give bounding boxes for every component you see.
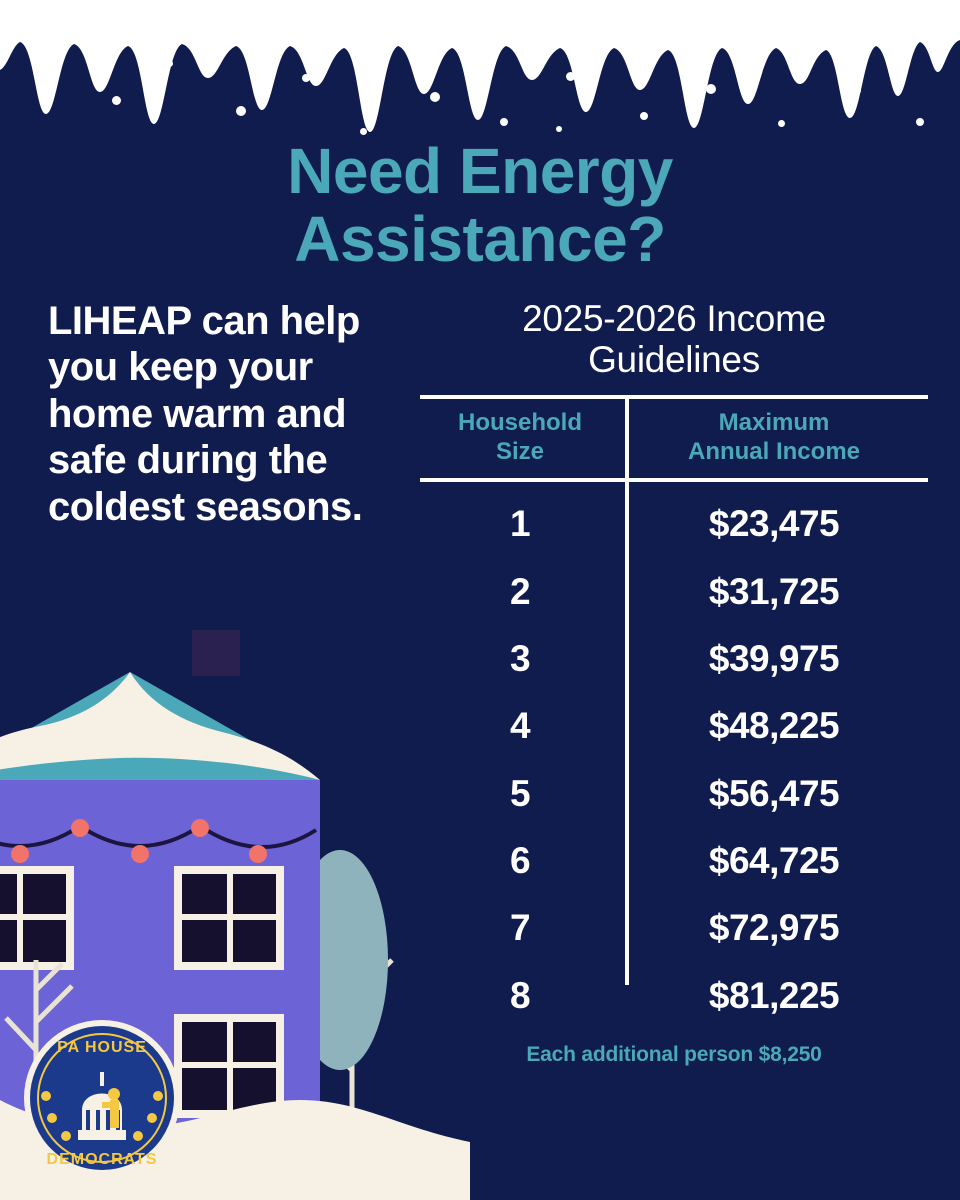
cell-household-size: 2 — [509, 570, 531, 612]
table-title-line-2: Guidelines — [588, 339, 760, 381]
table-column-divider — [625, 482, 629, 985]
cell-maximum-income: $72,975 — [708, 907, 840, 949]
cell-maximum-income: $39,975 — [708, 638, 840, 680]
maximum-income-line-2: Annual Income — [687, 437, 861, 465]
table-row — [420, 558, 928, 625]
snowflake-dot — [166, 60, 173, 67]
snowflake-dot — [916, 118, 924, 126]
snowflake-dot — [852, 86, 861, 95]
snowflake-dot — [500, 118, 508, 126]
icicle-band — [0, 0, 960, 150]
window-upper-left — [0, 866, 74, 970]
snowflake-dot — [706, 84, 716, 94]
window-upper-right — [174, 866, 284, 970]
table-row — [420, 625, 928, 692]
cell-maximum-income: $56,475 — [708, 772, 840, 814]
column-header-maximum-income — [620, 409, 928, 467]
description-text: LIHEAP can help you keep your home warm and safe during the coldest seasons. — [48, 299, 363, 529]
income-guidelines-table — [420, 298, 928, 1067]
headline-line-2: Assistance? — [294, 202, 666, 275]
cell-household-size: 1 — [509, 503, 531, 545]
cell-household-size: 6 — [509, 840, 531, 882]
snowflake-dot — [686, 40, 692, 46]
snowflake-dot — [566, 72, 575, 81]
logo-top-text: PA HOUSE — [57, 1039, 147, 1056]
table-footnote: Each additional person $8,250 — [526, 1043, 822, 1067]
string-light-bulb — [249, 845, 267, 863]
cell-household-size: 8 — [509, 974, 531, 1016]
snowflake-dot — [112, 96, 121, 105]
cell-household-size: 3 — [509, 638, 531, 680]
maximum-income-line-1: Maximum — [718, 408, 830, 436]
column-header-household-size — [420, 409, 620, 467]
table-title — [420, 298, 928, 381]
table-row — [420, 692, 928, 759]
cell-maximum-income: $64,725 — [708, 840, 840, 882]
string-light-bulb — [131, 845, 149, 863]
snowflake-dot — [556, 126, 562, 132]
table-row — [420, 962, 928, 1029]
household-size-line-2: Size — [495, 437, 545, 465]
snowflake-dot — [640, 112, 648, 120]
window-lower-center — [174, 1014, 284, 1118]
cell-household-size: 5 — [509, 772, 531, 814]
table-row — [420, 827, 928, 894]
table-title-line-1: 2025-2026 Income — [522, 298, 826, 339]
table-column-divider — [625, 399, 629, 479]
string-light-bulb — [191, 819, 209, 837]
snowflake-dot — [302, 74, 310, 82]
string-light-bulb — [71, 819, 89, 837]
headline-line-1: Need Energy — [287, 135, 673, 207]
snowflake-dot — [48, 44, 59, 55]
snowflake-dot — [360, 128, 367, 135]
icicle-shape — [0, 0, 960, 150]
table-row — [420, 490, 928, 557]
logo-bottom-text: DEMOCRATS — [46, 1151, 158, 1168]
cell-maximum-income: $31,725 — [708, 570, 840, 612]
snowflake-dot — [430, 92, 440, 102]
cell-maximum-income: $48,225 — [708, 705, 840, 747]
snowflake-dot — [236, 106, 246, 116]
snowflake-dot — [778, 120, 785, 127]
cell-maximum-income: $81,225 — [708, 974, 840, 1016]
cell-household-size: 4 — [509, 705, 531, 747]
page-title — [0, 135, 960, 275]
cell-household-size: 7 — [509, 907, 531, 949]
table-body — [420, 482, 928, 1029]
string-light-bulb — [11, 845, 29, 863]
table-header-row — [420, 399, 928, 479]
chimney — [192, 630, 240, 676]
cell-maximum-income: $23,475 — [708, 503, 840, 545]
table-row — [420, 894, 928, 961]
pa-house-democrats-logo — [22, 1018, 182, 1178]
table-row — [420, 760, 928, 827]
household-size-line-1: Household — [458, 408, 582, 436]
